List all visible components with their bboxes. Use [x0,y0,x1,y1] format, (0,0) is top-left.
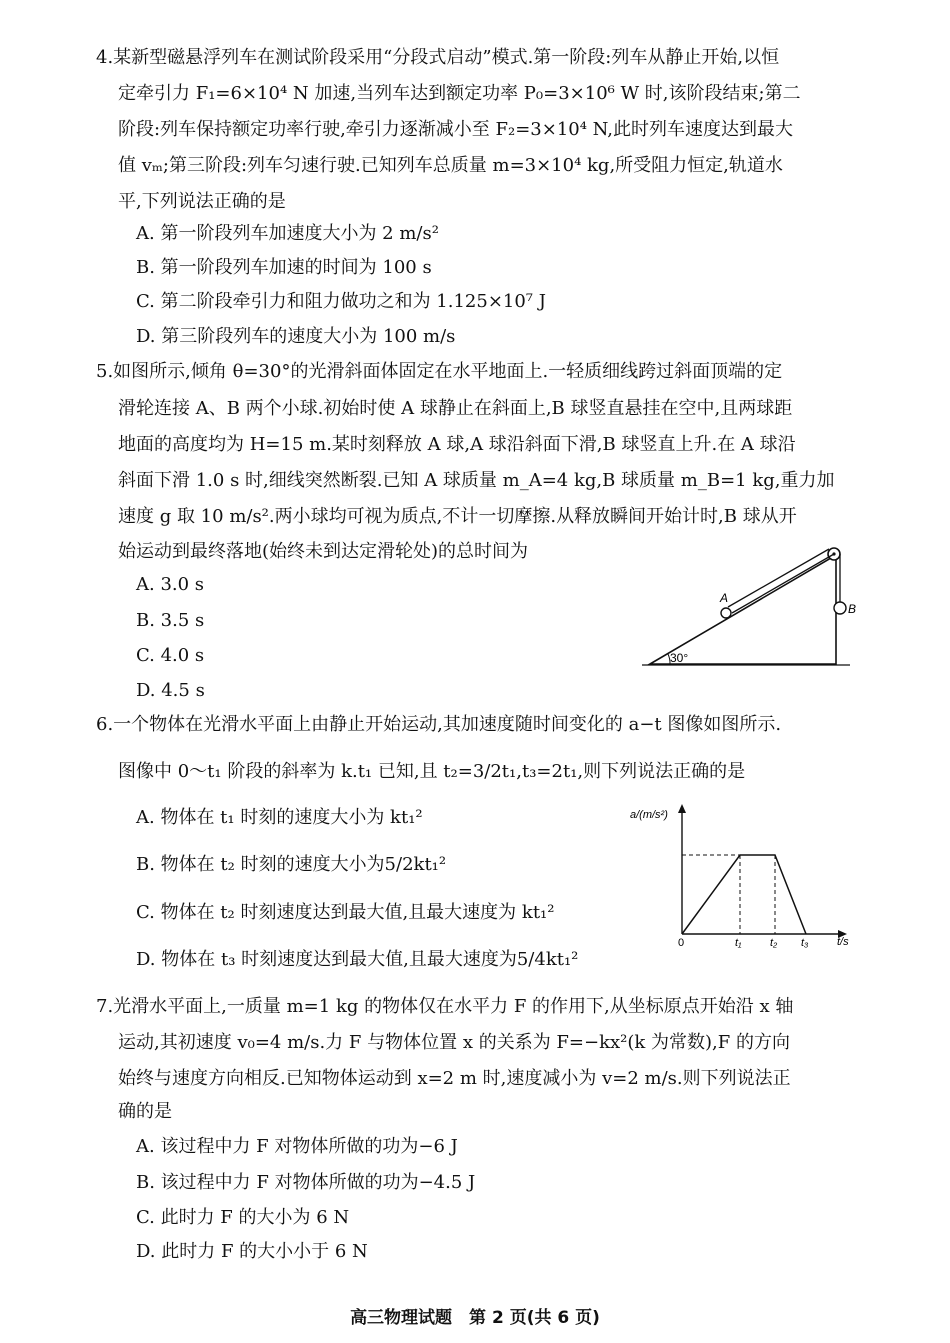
y-axis-label: a/(m/s²) [630,809,668,821]
q7-option-c: C. 此时力 F 的大小为 6 N [136,1207,350,1228]
q7-line-1: 7.光滑水平面上,一质量 m=1 kg 的物体仅在水平力 F 的作用下,从坐标原点开始沿 x 轴 [96,996,794,1017]
rope-incline [728,549,829,607]
q5-line-3: 地面的高度均为 H=15 m.某时刻释放 A 球,A 球沿斜面下滑,B 球竖直上升.在 A 球沿 [118,434,796,455]
ball-b [834,602,846,614]
q7-line-3: 始终与速度方向相反.已知物体运动到 x=2 m 时,速度减小为 v=2 m/s.则下列说法正 [118,1068,791,1089]
q4-line-5: 平,下列说法正确的是 [118,191,286,212]
ball-a [721,608,731,618]
label-b: B [848,602,857,616]
q5-option-a: A. 3.0 s [136,574,205,595]
q6-option-b: B. 物体在 t₂ 时刻的速度大小为5/2kt₁² [136,854,447,875]
q6-at-graph [625,800,855,950]
q6-option-c: C. 物体在 t₂ 时刻速度达到最大值,且最大速度为 kt₁² [136,902,555,923]
q4-option-b: B. 第一阶段列车加速的时间为 100 s [136,257,432,278]
q5-option-c: C. 4.0 s [136,645,205,666]
t3-label: t₃ [801,937,809,949]
angle-label: 30° [670,651,689,665]
q7-option-b: B. 该过程中力 F 对物体所做的功为−4.5 J [136,1172,476,1193]
q4-option-d: D. 第三阶段列车的速度大小为 100 m/s [136,326,456,347]
q4-line-4: 值 vₘ;第三阶段:列车匀速行驶.已知列车总质量 m=3×10⁴ kg,所受阻力恒定,轨道水 [118,155,783,176]
q7-option-a: A. 该过程中力 F 对物体所做的功为−6 J [136,1136,458,1157]
q4-line-2: 定牵引力 F₁=6×10⁴ N 加速,当列车达到额定功率 P₀=3×10⁶ W 时,该阶段结束;第二 [118,83,801,104]
q5-line-6: 始运动到最终落地(始终未到达定滑轮处)的总时间为 [118,541,529,562]
q5-line-1: 5.如图所示,倾角 θ=30°的光滑斜面体固定在水平地面上.一轻质细线跨过斜面顶端的定 [96,361,783,382]
a-curve [682,855,806,934]
q4-option-a: A. 第一阶段列车加速度大小为 2 m/s² [136,223,439,244]
t1-label: t₁ [735,937,742,949]
q5-option-d: D. 4.5 s [136,680,205,701]
t2-label: t₂ [770,937,778,949]
q5-line-4: 斜面下滑 1.0 s 时,细线突然断裂.已知 A 球质量 m_A=4 kg,B 球质量 m_B=1 kg,重力加 [118,470,835,491]
q6-option-a: A. 物体在 t₁ 时刻的速度大小为 kt₁² [136,807,423,828]
q5-incline-figure [640,540,870,670]
q5-option-b: B. 3.5 s [136,610,205,631]
q7-option-d: D. 此时力 F 的大小小于 6 N [136,1241,368,1262]
page-footer: 高三物理试题 第 2 页(共 6 页) [350,1308,600,1328]
q4-line-3: 阶段:列车保持额定功率行驶,牵引力逐渐减小至 F₂=3×10⁴ N,此时列车速度达到最大 [118,119,793,140]
incline-triangle [650,555,836,664]
q7-line-2: 运动,其初速度 v₀=4 m/s.力 F 与物体位置 x 的关系为 F=−kx²(k 为常数),F 的方向 [118,1032,790,1053]
origin-label: 0 [678,937,685,949]
x-axis-label: t/s [837,936,849,948]
q5-line-2: 滑轮连接 A、B 两个小球.初始时使 A 球静止在斜面上,B 球竖直悬挂在空中,且两球距 [118,398,793,419]
label-a: A [720,591,729,605]
q4-option-c: C. 第二阶段牵引力和阻力做功之和为 1.125×10⁷ J [136,291,546,312]
q6-line-2: 图像中 0～t₁ 阶段的斜率为 k.t₁ 已知,且 t₂=3/2t₁,t₃=2t₁,则下列说法正确的是 [118,761,746,782]
q6-line-1: 6.一个物体在光滑水平面上由静止开始运动,其加速度随时间变化的 a−t 图像如图所示. [96,714,782,735]
q5-line-5: 速度 g 取 10 m/s².两小球均可视为质点,不计一切摩擦.从释放瞬间开始计时,B 球从开 [118,506,797,527]
q7-line-4: 确的是 [118,1101,172,1122]
q6-option-d: D. 物体在 t₃ 时刻速度达到最大值,且最大速度为5/4kt₁² [136,949,579,970]
q4-line-1: 4.某新型磁悬浮列车在测试阶段采用“分段式启动”模式.第一阶段:列车从静止开始,以恒 [96,47,780,68]
